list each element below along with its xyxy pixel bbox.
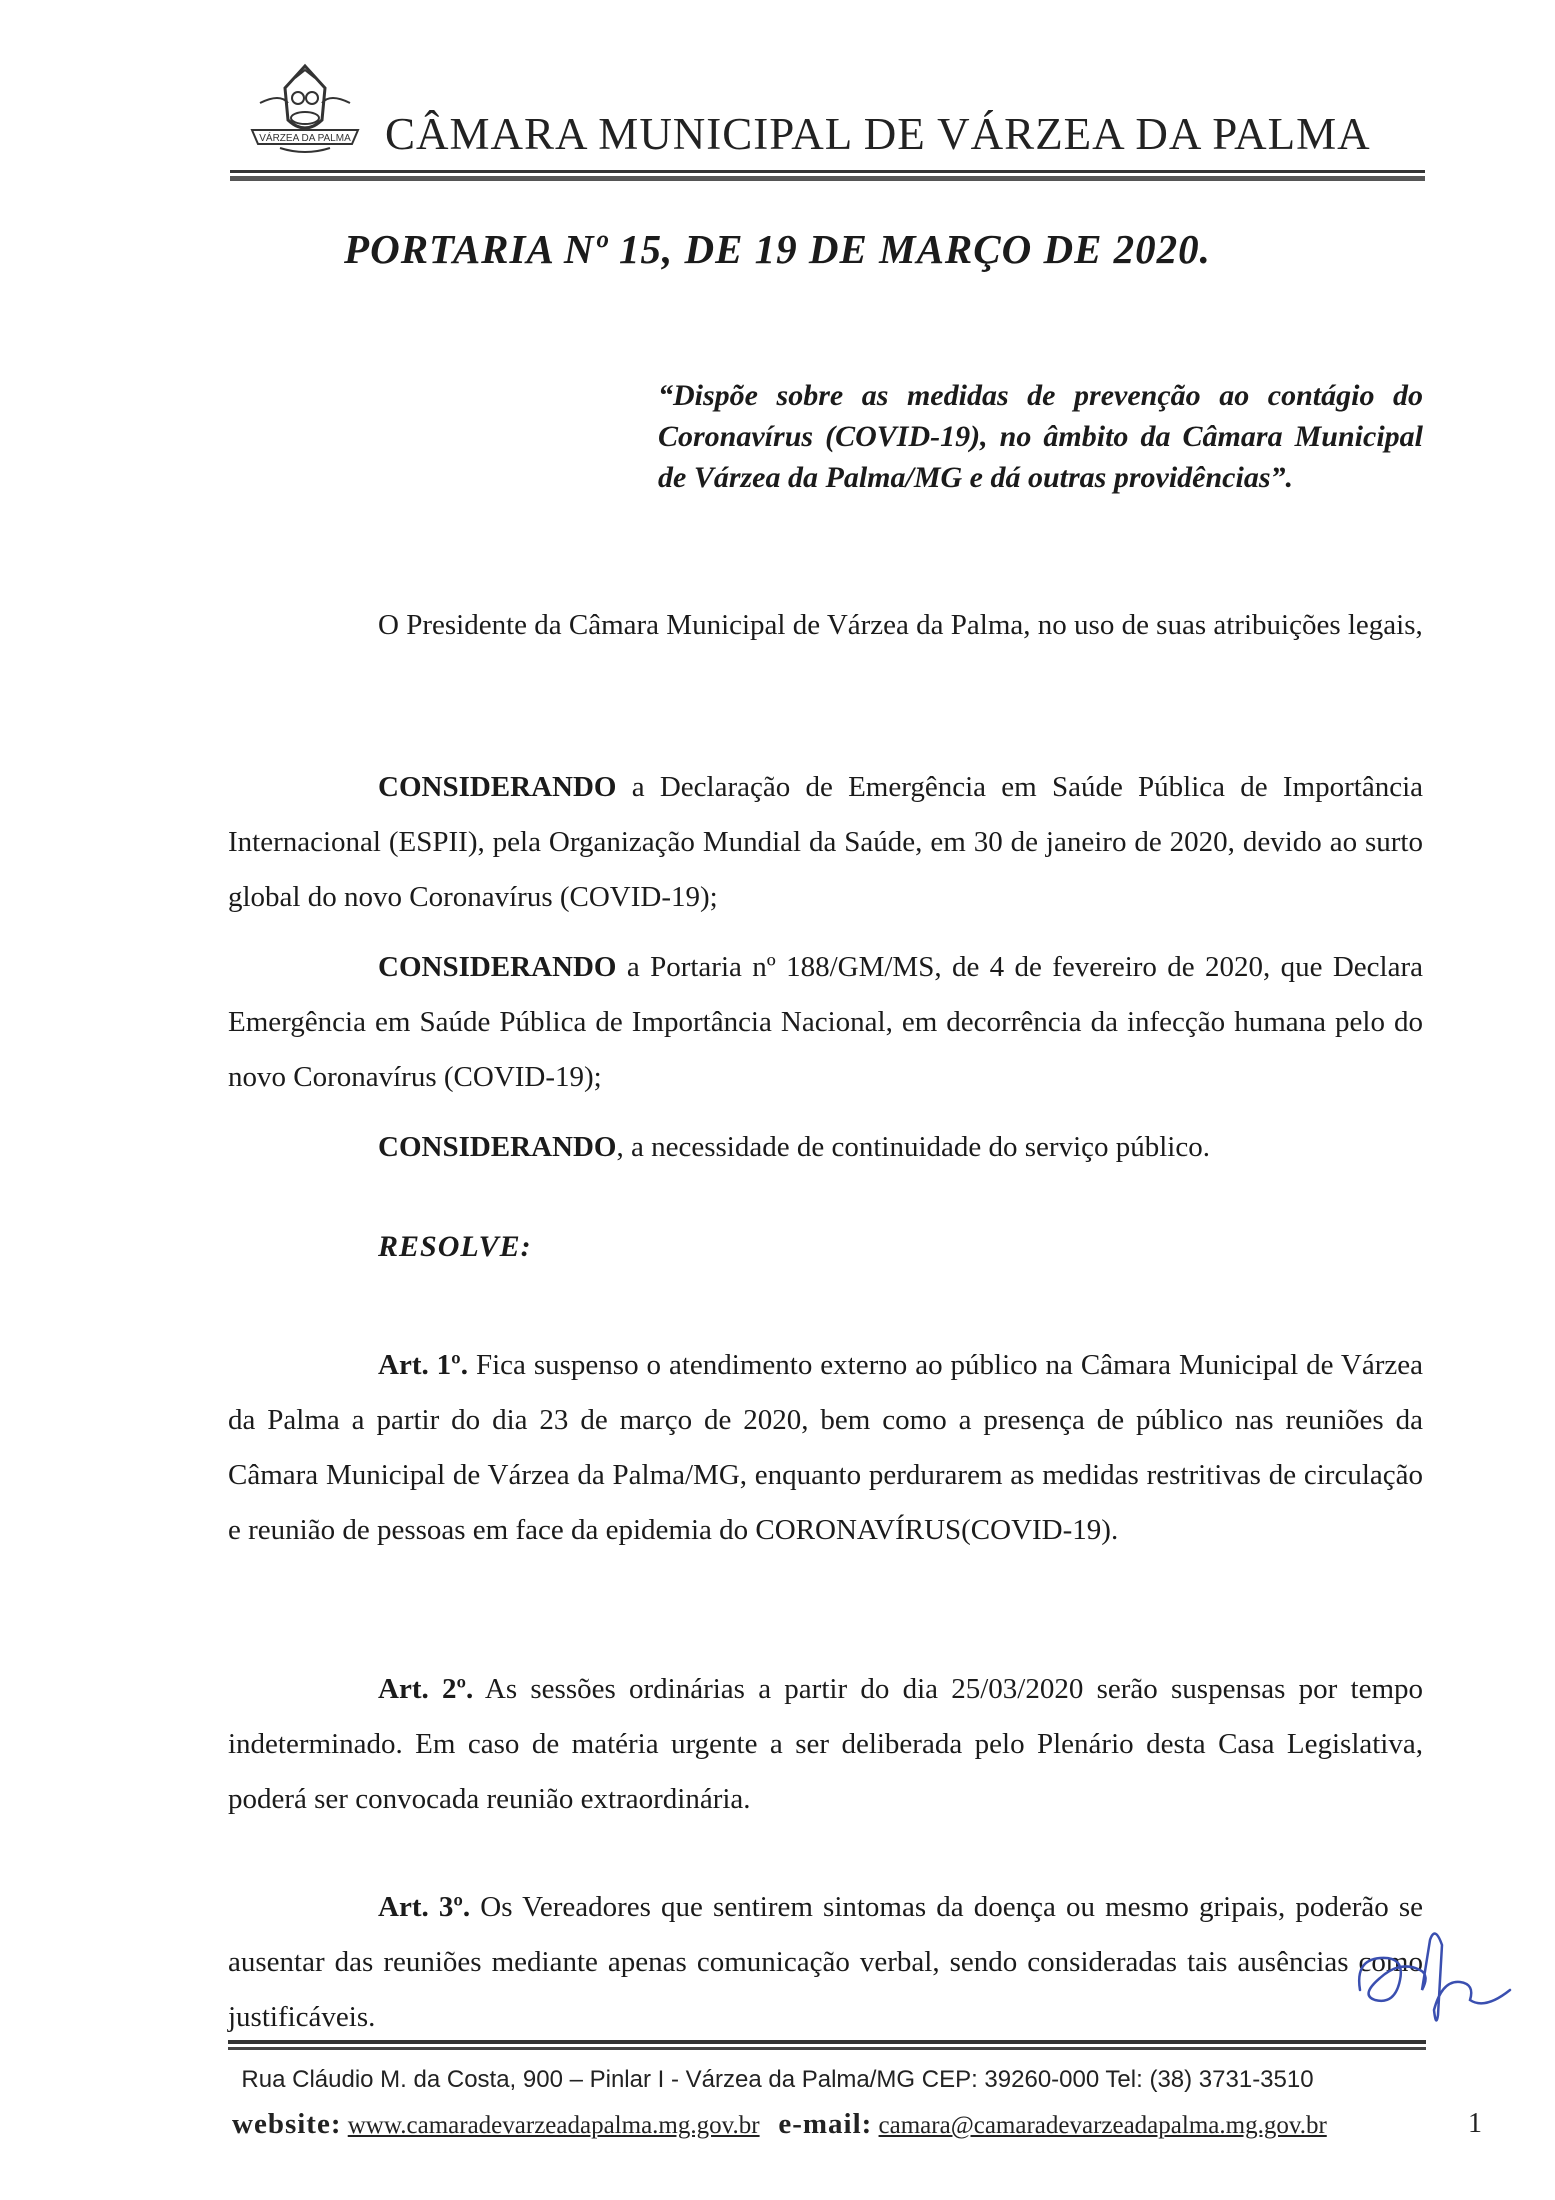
article-3 <box>228 1880 1423 2045</box>
ementa: “Dispõe sobre as medidas de prevenção ao contágio do Coronavírus (COVID-19), no âmbito da Câmara Municipal de Várzea da Palma/MG e dá outras providências”. <box>658 379 1423 494</box>
letterhead <box>230 58 1430 168</box>
page-number: 1 <box>1468 2108 1482 2139</box>
article-label: Art. 3º. <box>378 1891 471 1923</box>
footer-contact <box>232 2108 1432 2141</box>
website-link[interactable]: www.camaradevarzeadapalma.mg.gov.br <box>347 2112 760 2139</box>
considerando-3 <box>228 1120 1423 1175</box>
article-label: Art. 1º. <box>378 1349 469 1381</box>
considerando-1 <box>228 760 1423 925</box>
article-text: Os Vereadores que sentirem sintomas da doença ou mesmo gripais, poderão se ausentar das reuniões mediante apenas comunicação verbal, sendo consideradas tais ausências como justificáveis. <box>228 1891 1423 2033</box>
considerando-label: CONSIDERANDO <box>378 771 617 803</box>
considerando-label: CONSIDERANDO <box>378 951 617 983</box>
website-label: website: <box>232 2108 342 2140</box>
article-2 <box>228 1662 1423 1827</box>
considerando-text: , a necessidade de continuidade do serviço público. <box>616 1131 1210 1163</box>
email-label: e-mail: <box>778 2108 873 2140</box>
article-text: As sessões ordinárias a partir do dia 25/03/2020 serão suspensas por tempo indeterminado. Em caso de matéria urgente a ser deliberada pelo Plenário desta Casa Legislativa, poderá ser convocada reunião extraordinária. <box>228 1673 1423 1815</box>
organization-name: CÂMARA MUNICIPAL DE VÁRZEA DA PALMA <box>385 109 1371 159</box>
document-title: PORTARIA Nº 15, DE 19 DE MARÇO DE 2020. <box>344 226 1211 272</box>
footer-address: Rua Cláudio M. da Costa, 900 – Pinlar I - Várzea da Palma/MG CEP: 39260-000 Tel: (38) 3731-3510 <box>241 2066 1314 2093</box>
email-link[interactable]: camara@camaradevarzeadapalma.mg.gov.br <box>878 2112 1327 2139</box>
article-label: Art. 2º. <box>378 1673 474 1705</box>
municipal-crest-icon <box>240 58 370 158</box>
article-1 <box>228 1338 1423 1558</box>
considerando-label: CONSIDERANDO <box>378 1131 617 1163</box>
resolve-heading: RESOLVE: <box>378 1230 532 1263</box>
header-divider <box>230 170 1425 184</box>
handwritten-initials <box>1350 1920 1530 2030</box>
crest-banner-text: VÁRZEA DA PALMA <box>259 133 351 144</box>
preamble-paragraph: O Presidente da Câmara Municipal de Várzea da Palma, no uso de suas atribuições legais, <box>378 609 1423 641</box>
considerando-text: a Declaração de Emergência em Saúde Pública de Importância Internacional (ESPII), pela Organização Mundial da Saúde, em 30 de janeiro de 2020, devido ao surto global do novo Coronavírus (COVID-19); <box>228 771 1423 913</box>
footer-divider <box>228 2040 1426 2054</box>
considerando-2 <box>228 940 1423 1105</box>
article-text: Fica suspenso o atendimento externo ao público na Câmara Municipal de Várzea da Palma a partir do dia 23 de março de 2020, bem como a presença de público nas reuniões da Câmara Municipal de Várzea da Palma/MG, enquanto perdurarem as medidas restritivas de circulação e reunião de pessoas em face da epidemia do CORONAVÍRUS(COVID-19). <box>228 1349 1424 1546</box>
considerando-text: a Portaria nº 188/GM/MS, de 4 de fevereiro de 2020, que Declara Emergência em Saúde Pública de Importância Nacional, em decorrência da infecção humana pelo do novo Coronavírus (COVID-19); <box>228 951 1423 1093</box>
